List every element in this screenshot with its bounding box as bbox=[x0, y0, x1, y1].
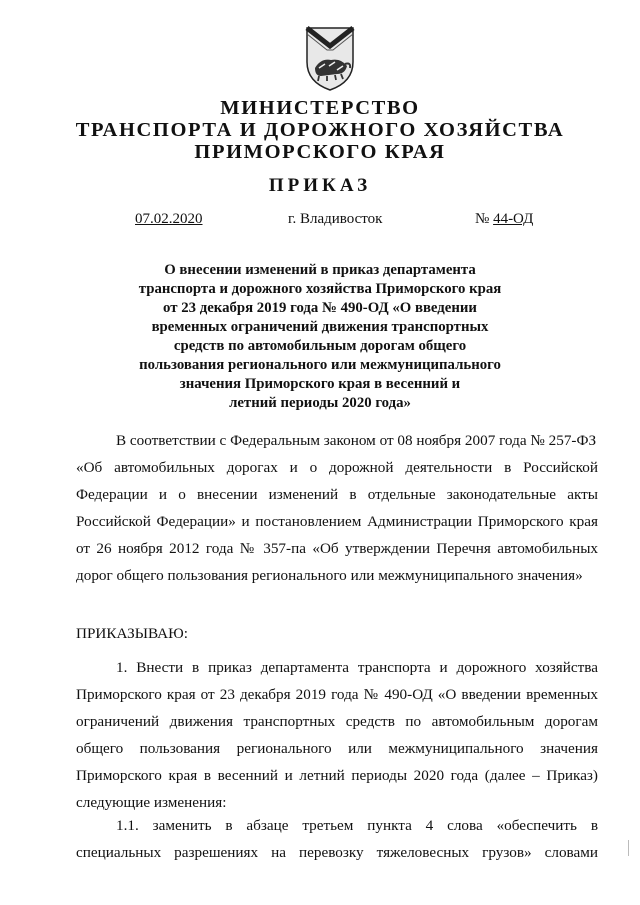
ministry-name-line-2: ТРАНСПОРТА И ДОРОЖНОГО ХОЗЯЙСТВА bbox=[75, 119, 565, 141]
preamble-line: В соответствии с Федеральным законом от 08 ноября 2007 года № 257-ФЗ bbox=[116, 432, 597, 449]
title-line: временных ограничений движения транспортных bbox=[151, 319, 489, 335]
coat-of-arms-icon bbox=[301, 24, 359, 92]
item-1-1-line: 1.1. заменить в абзаце третьем пункта 4 слова «обеспечить в bbox=[116, 817, 598, 834]
title-line: транспорта и дорожного хозяйства Приморского края bbox=[138, 281, 502, 297]
item-1-line: ограничений движения транспортных средств по автомобильным дорогам bbox=[76, 713, 598, 730]
item-1-line: Приморского края в весенний и летний периоды 2020 года (далее – Приказ) bbox=[76, 767, 598, 784]
preamble-line: Российской Федерации» и постановлением Администрации Приморского края bbox=[76, 513, 598, 530]
title-line: летний периоды 2020 года» bbox=[229, 395, 411, 411]
preamble-line: «Об автомобильных дорогах и о дорожной деятельности в Российской bbox=[76, 459, 598, 476]
document-date: 07.02.2020 bbox=[135, 211, 203, 227]
document-type: ПРИКАЗ bbox=[268, 175, 372, 196]
item-1-line: общего пользования регионального или межмуниципального значения bbox=[76, 740, 598, 757]
title-line: пользования регионального или межмуниципального bbox=[139, 357, 501, 373]
order-word: ПРИКАЗЫВАЮ: bbox=[76, 625, 188, 642]
preamble-line: дорог общего пользования регионального или межмуниципального значения» bbox=[76, 567, 583, 584]
item-1-1-line: специальных разрешениях на перевозку тяжеловесных грузов» словами bbox=[76, 844, 598, 861]
title-line: от 23 декабря 2019 года № 490-ОД «О введении bbox=[163, 300, 477, 316]
number-sign: № bbox=[475, 211, 490, 227]
preamble-line: Федерации и о внесении изменений в отдельные законодательные акты bbox=[76, 486, 598, 503]
title-line: значения Приморского края в весенний и bbox=[179, 376, 461, 392]
item-1-line: Приморского края от 23 декабря 2019 года № 490-ОД «О введении временных bbox=[76, 686, 598, 703]
document-number bbox=[475, 211, 533, 228]
title-line: средств по автомобильным дорогам общего bbox=[173, 338, 467, 354]
scan-edge-mark bbox=[628, 840, 632, 856]
title-line: О внесении изменений в приказ департамента bbox=[164, 262, 476, 278]
number-value: 44-ОД bbox=[493, 211, 534, 227]
ministry-name-line-1: МИНИСТЕРСТВО bbox=[220, 97, 420, 119]
document-city: г. Владивосток bbox=[288, 211, 383, 227]
ministry-name-line-3: ПРИМОРСКОГО КРАЯ bbox=[194, 141, 446, 163]
preamble-line: от 26 ноября 2012 года № 357-па «Об утверждении Перечня автомобильных bbox=[76, 540, 598, 557]
item-1-line: следующие изменения: bbox=[76, 794, 227, 811]
item-1-line: 1. Внести в приказ департамента транспорта и дорожного хозяйства bbox=[116, 659, 598, 676]
